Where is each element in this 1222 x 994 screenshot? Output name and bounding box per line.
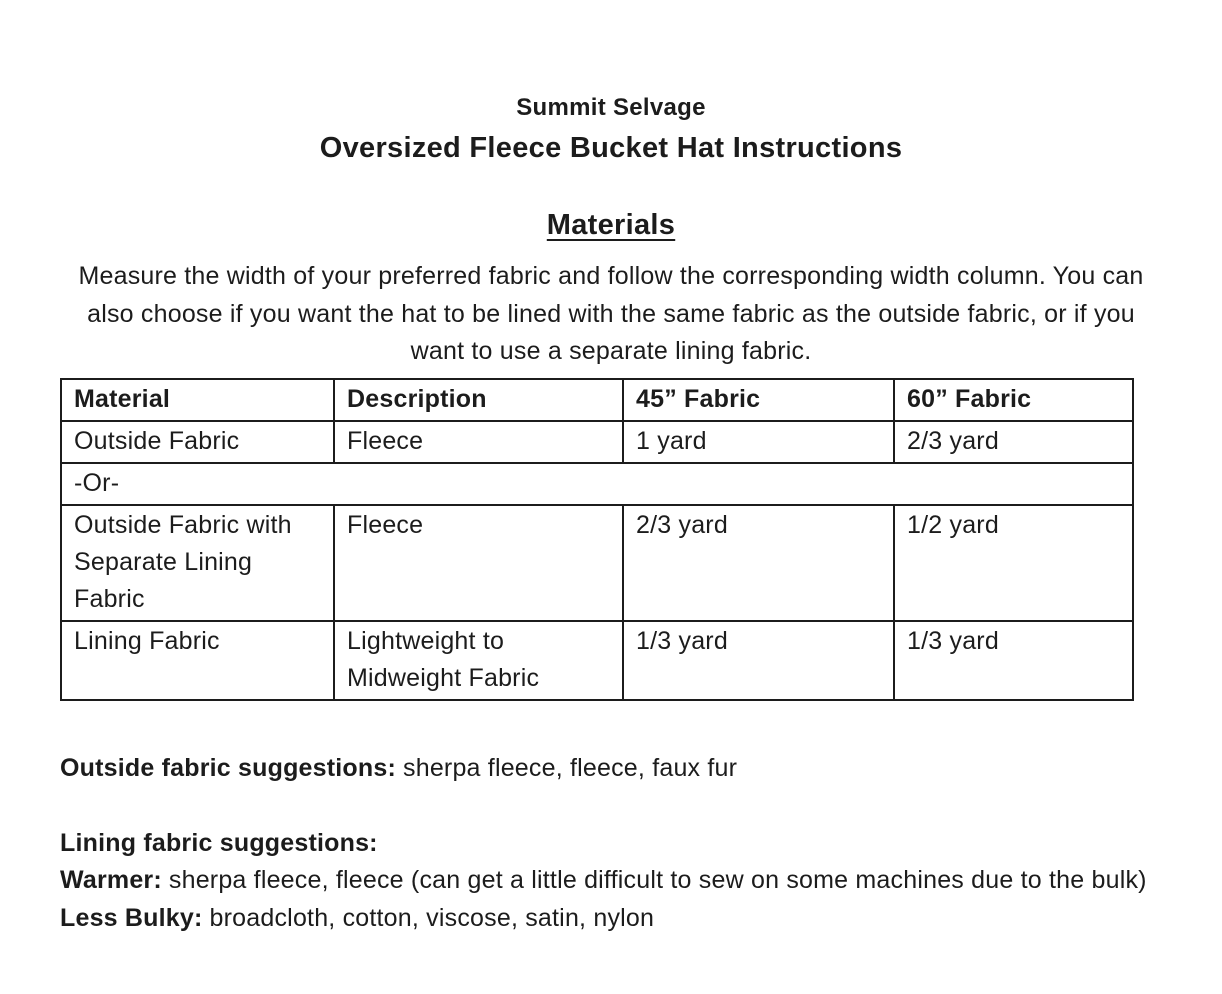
column-header-45-fabric: 45” Fabric <box>623 379 894 421</box>
table-header-row <box>61 379 1133 421</box>
suggestions-section <box>60 750 1150 938</box>
blank-line <box>60 787 1150 825</box>
less-bulky-suggestions-line <box>60 900 1150 938</box>
warmer-label: Warmer: <box>60 866 162 894</box>
cell-material: Outside Fabric <box>61 421 334 463</box>
cell-description: Lightweight to Midweight Fabric <box>334 621 623 700</box>
cell-description: Fleece <box>334 505 623 621</box>
document-header <box>60 88 1162 168</box>
cell-45-yardage: 1/3 yard <box>623 621 894 700</box>
cell-60-yardage: 2/3 yard <box>894 421 1133 463</box>
cell-60-yardage: 1/3 yard <box>894 621 1133 700</box>
outside-suggestions-text: sherpa fleece, fleece, faux fur <box>403 753 738 782</box>
column-header-60-fabric: 60” Fabric <box>894 379 1133 421</box>
cell-45-yardage: 1 yard <box>623 421 894 463</box>
cell-45-yardage: 2/3 yard <box>623 505 894 621</box>
materials-heading <box>60 209 1162 242</box>
lining-suggestions-label: Lining fabric suggestions: <box>60 828 378 857</box>
less-bulky-text: broadcloth, cotton, viscose, satin, nylon <box>209 903 655 932</box>
lining-suggestions-heading <box>60 825 1150 863</box>
column-header-description: Description <box>334 379 623 421</box>
table-row <box>61 505 1133 621</box>
materials-intro-paragraph: Measure the width of your preferred fabric and follow the corresponding width column. You can also choose if you want the hat to be lined with the same fabric as the outside fabric, or if you want to use a separate lining fabric. <box>78 262 1144 365</box>
cell-60-yardage: 1/2 yard <box>894 505 1133 621</box>
brand-name: Summit Selvage <box>516 94 706 121</box>
outside-suggestions-line <box>60 750 1150 788</box>
less-bulky-label: Less Bulky: <box>60 903 203 932</box>
warmer-text: sherpa fleece, fleece (can get a little difficult to sew on some machines due to the bulk) <box>168 866 1147 894</box>
cell-material: Lining Fabric <box>61 621 334 700</box>
table-row <box>61 421 1133 463</box>
cell-material: Outside Fabric with Separate Lining Fabric <box>61 505 334 621</box>
cell-description: Fleece <box>334 421 623 463</box>
divider-cell-or: -Or- <box>61 463 1133 505</box>
materials-heading-text: Materials <box>546 209 676 241</box>
outside-suggestions-label: Outside fabric suggestions: <box>60 753 397 782</box>
column-header-material: Material <box>61 379 334 421</box>
table-row <box>61 621 1133 700</box>
document-title: Oversized Fleece Bucket Hat Instructions <box>319 132 903 164</box>
materials-table <box>60 378 1134 701</box>
warmer-suggestions-line <box>60 862 1150 900</box>
table-divider-row <box>61 463 1133 505</box>
